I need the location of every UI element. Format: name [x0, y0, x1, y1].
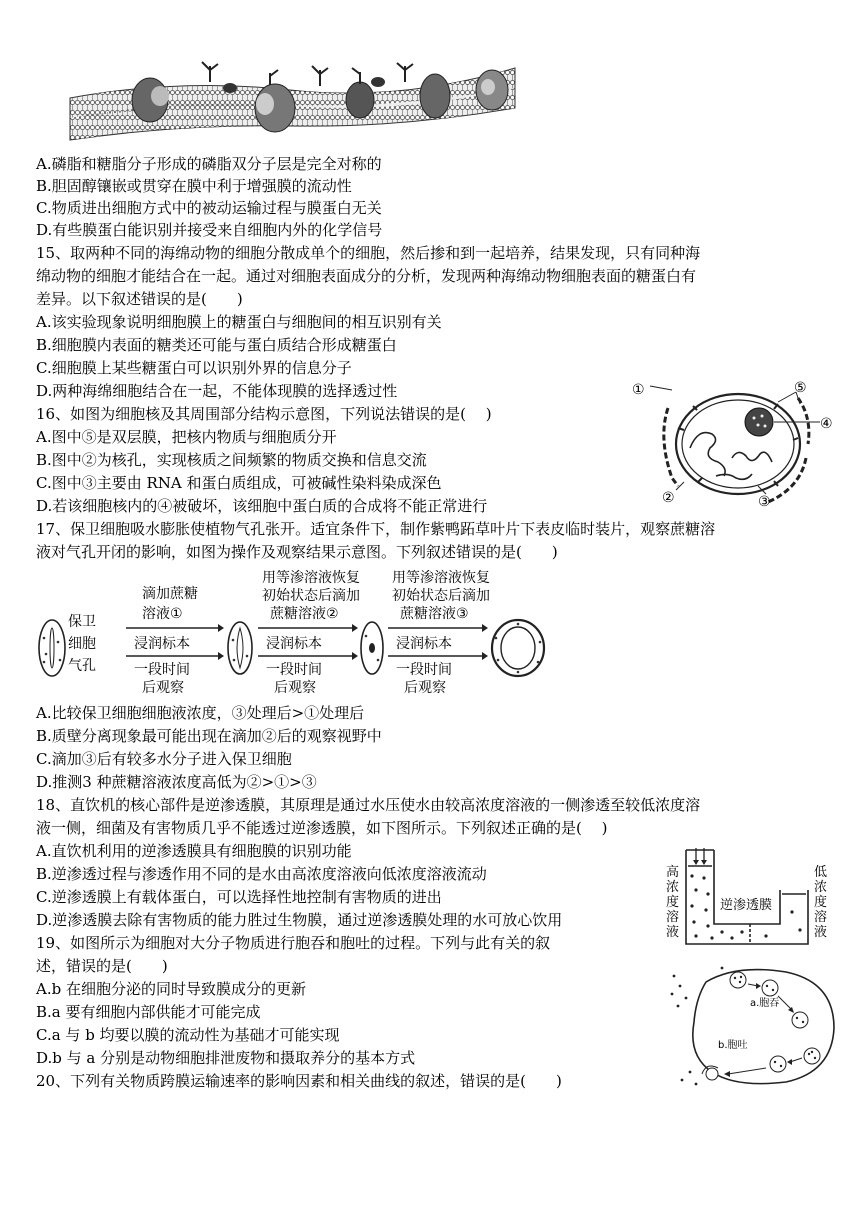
q18-option-a: A.直饮机利用的逆渗透膜具有细胞膜的识别功能 [36, 842, 352, 860]
nucleus-label-1: ① [632, 382, 645, 398]
q16-option-b: B.图中②为核孔，实现核质之间频繁的物质交换和信息交流 [36, 451, 427, 469]
low-conc-label [814, 865, 827, 940]
q16-option-a: A.图中⑤是双层膜，把核内物质与细胞质分开 [36, 428, 337, 446]
svg-text:一段时间: 一段时间 [134, 662, 190, 678]
svg-text:后观察: 后观察 [274, 680, 316, 696]
nucleus-label-5: ⑤ [794, 380, 807, 396]
svg-text:液: 液 [666, 925, 680, 940]
q19-option-a: A.b 在细胞分泌的同时导致膜成分的更新 [36, 980, 306, 998]
q14-option-d: D.有些膜蛋白能识别并接受来自细胞内外的化学信号 [36, 221, 383, 239]
svg-text:用等渗溶液恢复: 用等渗溶液恢复 [392, 570, 490, 586]
q19-stem-line1: 19、如图所示为细胞对大分子物质进行胞吞和胞吐的过程。下列与此有关的叙 [36, 934, 551, 952]
q19-option-d: D.b 与 a 分别是动物细胞排泄废物和摄取养分的基本方式 [36, 1049, 416, 1067]
endocytosis-figure [666, 962, 846, 1090]
svg-text:蔗糖溶液③: 蔗糖溶液③ [400, 606, 469, 622]
nucleus-figure [628, 378, 838, 510]
svg-text:用等渗溶液恢复: 用等渗溶液恢复 [262, 570, 360, 586]
q18-option-b: B.逆渗透过程与渗透作用不同的是水由高浓度溶液向低浓度溶液流动 [36, 865, 487, 883]
membrane-label: 逆渗透膜 [720, 898, 773, 913]
q15-stem-line2: 绵动物的细胞才能结合在一起。通过对细胞表面成分的分析，发现两种海绵动物细胞表面的糖蛋白有 [36, 267, 697, 285]
svg-text:初始状态后滴加: 初始状态后滴加 [262, 588, 360, 604]
q18-option-c: C.逆渗透膜上有载体蛋白，可以选择性地控制有害物质的进出 [36, 888, 442, 906]
high-conc-label [666, 864, 679, 940]
q17-option-c: C.滴加③后有较多水分子进入保卫细胞 [36, 750, 292, 768]
endocytosis-label: a.胞吞 [750, 998, 780, 1009]
q14-option-b: B.胆固醇镶嵌或贯穿在膜中利于增强膜的流动性 [36, 177, 352, 195]
svg-text:溶液①: 溶液① [142, 606, 183, 622]
q18-stem-line1: 18、直饮机的核心部件是逆渗透膜，其原理是通过水压使水由较高浓度溶液的一侧渗透至较低浓度溶 [36, 796, 701, 814]
nucleus-label-4: ④ [820, 416, 833, 432]
q19-option-b: B.a 要有细胞内部供能才可能完成 [36, 1003, 261, 1021]
q20-stem: 20、下列有关物质跨膜运输速率的影响因素和相关曲线的叙述，错误的是( ) [36, 1072, 562, 1090]
svg-text:蔗糖溶液②: 蔗糖溶液② [270, 606, 339, 622]
q17-option-b: B.质壁分离现象最可能出现在滴加②后的观察视野中 [36, 727, 382, 745]
q16-option-d: D.若该细胞核内的④被破坏，该细胞中蛋白质的合成将不能正常进行 [36, 497, 488, 515]
svg-text:高: 高 [666, 865, 680, 880]
q15-stem-line3: 差异。以下叙述错误的是( ) [36, 290, 243, 308]
svg-text:浸润标本: 浸润标本 [396, 636, 452, 652]
exocytosis-label: b.胞吐 [718, 1040, 748, 1051]
q15-option-c: C.细胞膜上某些糖蛋白可以识别外界的信息分子 [36, 359, 352, 377]
q17-stem-line1: 17、保卫细胞吸水膨胀使植物气孔张开。适宜条件下，制作紫鸭跖草叶片下表皮临时装片，观察蔗糖溶 [36, 520, 716, 538]
q15-option-a: A.该实验现象说明细胞膜上的糖蛋白与细胞间的相互识别有关 [36, 313, 442, 331]
q14-option-c: C.物质进出细胞方式中的被动运输过程与膜蛋白无关 [36, 199, 382, 217]
svg-text:初始状态后滴加: 初始状态后滴加 [392, 588, 490, 604]
q18-option-d: D.逆渗透膜去除有害物质的能力胜过生物膜，通过逆渗透膜处理的水可放心饮用 [36, 911, 563, 929]
membrane-figure [60, 60, 520, 160]
svg-text:一段时间: 一段时间 [396, 662, 452, 678]
svg-text:气孔: 气孔 [68, 658, 96, 674]
svg-text:浓: 浓 [666, 880, 680, 895]
svg-text:后观察: 后观察 [404, 680, 446, 696]
q19-option-c: C.a 与 b 均要以膜的流动性为基础才可能实现 [36, 1026, 340, 1044]
svg-text:一段时间: 一段时间 [266, 662, 322, 678]
svg-text:浸润标本: 浸润标本 [266, 636, 322, 652]
nucleus-label-2: ② [662, 490, 675, 506]
q17-stem-line2: 液对气孔开闭的影响，如图为操作及观察结果示意图。下列叙述错误的是( ) [36, 543, 558, 561]
q18-stem-line2: 液一侧，细菌及有害物质几乎不能透过逆渗透膜，如下图所示。下列叙述正确的是( ) [36, 819, 608, 837]
svg-text:溶: 溶 [666, 910, 680, 925]
q14-option-a: A.磷脂和糖脂分子形成的磷脂双分子层是完全对称的 [36, 155, 382, 173]
q16-option-c: C.图中③主要由 RNA 和蛋白质组成，可被碱性染料染成深色 [36, 474, 442, 492]
stomata-figure [30, 568, 550, 700]
nucleus-label-3: ③ [758, 494, 771, 510]
svg-text:浸润标本: 浸润标本 [134, 636, 190, 652]
osmosis-figure [662, 846, 832, 954]
svg-text:后观察: 后观察 [142, 680, 184, 696]
q15-option-b: B.细胞膜内表面的糖类还可能与蛋白质结合形成糖蛋白 [36, 336, 397, 354]
svg-text:溶: 溶 [814, 910, 828, 925]
q15-stem-line1: 15、取两种不同的海绵动物的细胞分散成单个的细胞，然后掺和到一起培养，结果发现，只有同种海 [36, 244, 701, 262]
q15-option-d: D.两种海绵细胞结合在一起，不能体现膜的选择透过性 [36, 382, 398, 400]
svg-text:度: 度 [814, 895, 828, 910]
svg-text:浓: 浓 [814, 880, 828, 895]
q17-option-d: D.推测3 种蔗糖溶液浓度高低为②>①>③ [36, 773, 317, 791]
svg-text:液: 液 [814, 925, 828, 940]
svg-text:滴加蔗糖: 滴加蔗糖 [142, 586, 198, 602]
q16-stem: 16、如图为细胞核及其周围部分结构示意图，下列说法错误的是( ) [36, 405, 492, 423]
q17-option-a: A.比较保卫细胞细胞液浓度，③处理后>①处理后 [36, 704, 365, 722]
q19-stem-line2: 述，错误的是( ) [36, 957, 168, 975]
svg-text:保卫: 保卫 [68, 614, 96, 630]
svg-text:度: 度 [666, 895, 680, 910]
svg-text:低: 低 [814, 865, 828, 880]
svg-text:细胞: 细胞 [68, 636, 96, 652]
